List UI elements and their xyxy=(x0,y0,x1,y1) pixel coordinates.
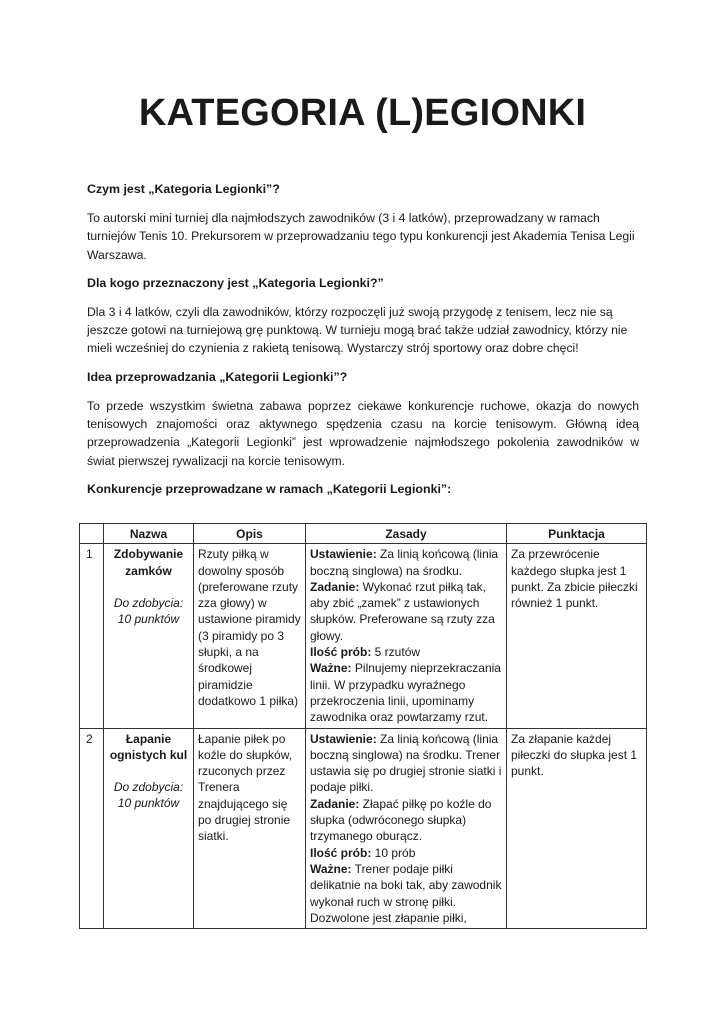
row-punktacja: Za złapanie każdej piłeczki do słupka jest 1 punkt. xyxy=(507,728,647,929)
rule-line xyxy=(310,660,502,725)
table-heading: Konkurencje przeprowadzane w ramach „Kategorii Legionki”: xyxy=(87,481,452,496)
question-heading-2: Dla kogo przeznaczony jest „Kategoria Legionki?” xyxy=(87,275,384,290)
rule-line xyxy=(310,731,502,796)
answer-paragraph-1: To autorski mini turniej dla najmłodszych zawodników (3 i 4 latków), przeprowadzany w ramach turniejów Tenis 10. Prekursorem w przeprowadzaniu tego typu konkurencji jest Akademia Tenisa Legii Warszawa. xyxy=(87,211,635,262)
rule-label: Ilość prób: xyxy=(310,845,372,860)
table-row xyxy=(80,728,647,929)
row-number: 1 xyxy=(80,544,104,728)
row-points-note: Do zdobycia: 10 punktów xyxy=(113,780,184,811)
rule-line xyxy=(310,579,502,644)
table-header-row xyxy=(80,524,647,544)
question-heading-1: Czym jest „Kategoria Legionki”? xyxy=(87,182,280,196)
header-zasady: Zasady xyxy=(306,524,507,544)
rule-label: Ustawienie: xyxy=(310,731,377,746)
answer-paragraph-3: To przede wszystkim świetna zabawa poprzez ciekawe konkurencje ruchowe, okazja do nowych tenisowych znajomości oraz aktywnego spędzenia czasu na korcie tenisowym. Główną ideą przeprowadzenia „Kategorii Legionki” jest wprowadzenie najmłodszego pokolenia zawodników w świat pierwszej rywalizacji na korcie tenisowym. xyxy=(87,398,639,468)
rule-text: Wykonać rzut piłką tak, aby zbić „zamek” z ustawionych słupków. Preferowane są rzuty zza głowy. xyxy=(310,579,495,643)
rule-label: Ważne: xyxy=(310,661,352,676)
row-number: 2 xyxy=(80,728,104,929)
rule-line xyxy=(310,861,502,926)
rule-text: Trener podaje piłki delikatnie na boki tak, aby zawodnik wykonał ruch w stronę piłki. Dozwolone jest złapanie piłki, xyxy=(310,861,502,925)
row-points-note: Do zdobycia: 10 punktów xyxy=(113,595,184,627)
header-nazwa: Nazwa xyxy=(104,524,194,544)
answer-paragraph-2: Dla 3 i 4 latków, czyli dla zawodników, którzy rozpoczęli już swoją przygodę z tenisem, lecz nie są jeszcze gotowi na turniejową grę punktową. W turnieju mogą brać także udział zawodnicy, którzy nie mieli wcześniej do czynienia z rakietą tenisową. Wystarczy strój sportowy oraz dobre chęci! xyxy=(87,304,628,356)
rule-text: 5 rzutów xyxy=(371,645,421,660)
header-punktacja: Punktacja xyxy=(507,524,647,544)
competitions-table xyxy=(79,523,647,929)
rule-label: Zadanie: xyxy=(310,796,360,811)
rule-text: Pilnujemy nieprzekraczania linii. W przypadku wyraźnego przekroczenia linii, upominamy zawodnika oraz powtarzamy rzut. xyxy=(310,661,501,725)
rule-line xyxy=(310,546,502,579)
rule-line xyxy=(310,796,502,845)
row-opis: Łapanie piłek po koźle do słupków, rzuconych przez Trenera znajdującego się po drugiej stronie siatki. xyxy=(194,728,306,929)
rule-text: 10 prób xyxy=(371,845,416,860)
rule-label: Ważne: xyxy=(310,861,352,876)
row-opis: Rzuty piłką w dowolny sposób (preferowane rzuty zza głowy) w ustawione piramidy (3 piramidy po 3 słupki, a na środkowej piramidzie dodatkowo 1 piłka) xyxy=(194,544,306,728)
rule-label: Ilość prób: xyxy=(310,645,372,660)
document-body xyxy=(87,180,639,509)
row-punktacja: Za przewrócenie każdego słupka jest 1 punkt. Za zbicie piłeczki również 1 punkt. xyxy=(507,544,647,728)
document-title: KATEGORIA (L)EGIONKI xyxy=(138,92,587,134)
question-heading-3: Idea przeprowadzania „Kategorii Legionki”? xyxy=(87,369,348,384)
header-opis: Opis xyxy=(194,524,306,544)
row-name-cell xyxy=(104,728,194,929)
rule-text: Za linią końcową (linia boczną singlowa) na środku. xyxy=(310,547,499,578)
rule-line xyxy=(310,845,502,861)
rule-label: Ustawienie: xyxy=(310,547,377,562)
table-row xyxy=(80,544,647,728)
row-zasady xyxy=(306,728,507,929)
row-name: Zdobywanie zamków xyxy=(113,547,184,578)
header-number xyxy=(80,524,104,544)
row-zasady xyxy=(306,544,507,728)
row-name: Łapanie ognistych kul xyxy=(109,731,188,762)
rule-text: Złapać piłkę po koźle do słupka (odwróconego słupka) trzymanego oburącz. xyxy=(310,796,492,844)
rule-line xyxy=(310,644,502,660)
row-name-cell xyxy=(104,544,194,728)
rule-label: Zadanie: xyxy=(310,579,360,594)
rule-text: Za linią końcową (linia boczną singlowa) na środku. Trener ustawia się po drugiej stronie siatki i podaje piłki. xyxy=(310,731,502,795)
